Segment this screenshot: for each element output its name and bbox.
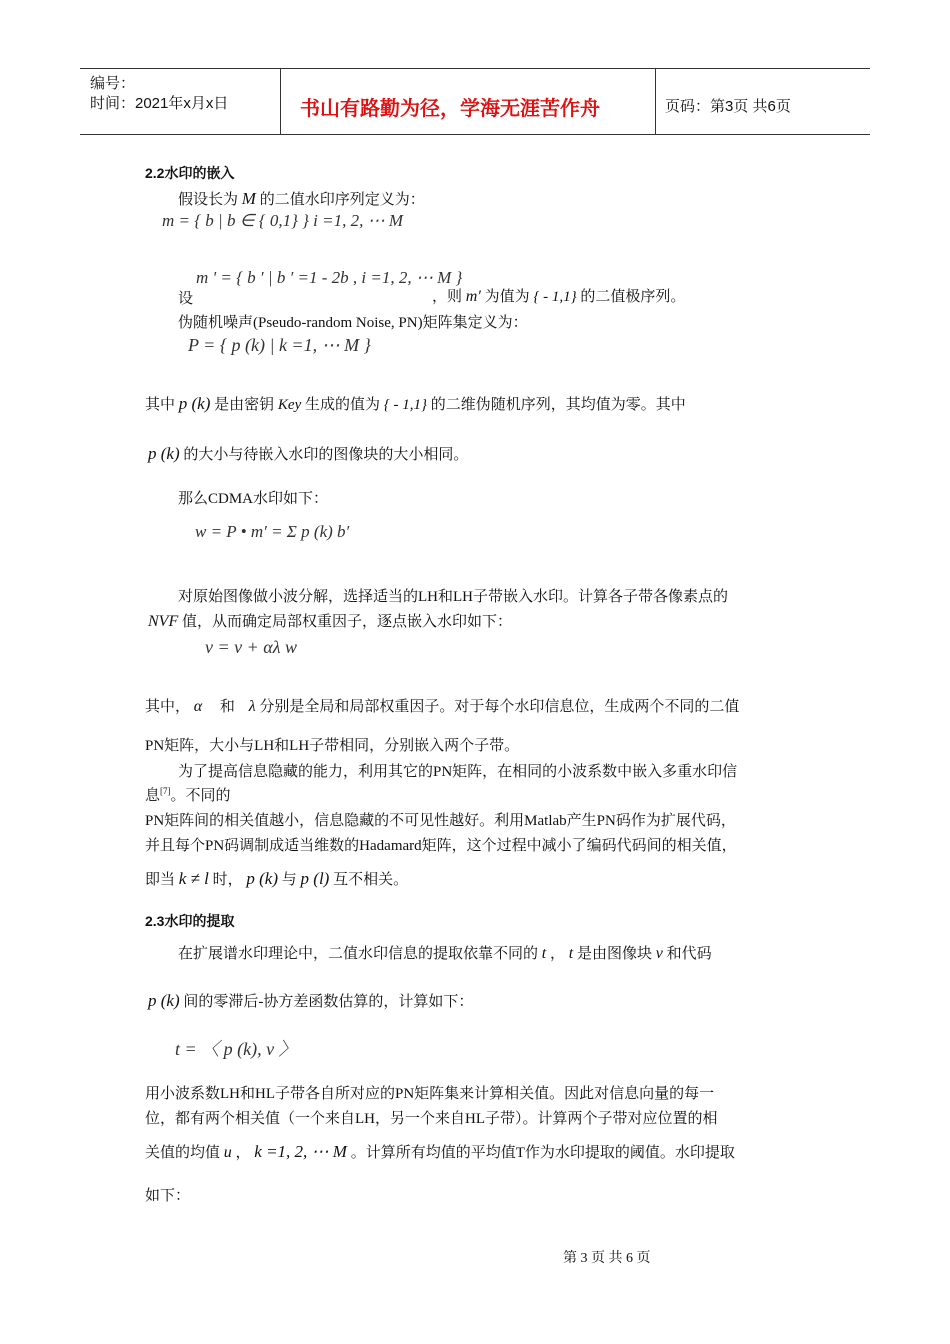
equation-p: P = { p (k) | k =1, ⋯ M }	[188, 335, 371, 355]
citation: [7]	[160, 786, 171, 796]
paragraph-line	[178, 188, 425, 209]
math-var: p (k)	[246, 869, 279, 888]
text: 生成的值为	[304, 397, 380, 413]
paragraph-line	[148, 610, 512, 631]
paragraph-line: PN矩阵间的相关值越小，信息隐藏的不可见性越好。利用Matlab产生PN码作为扩展代码，	[145, 813, 736, 829]
header-page-info: 页码：第3页 共6页	[665, 98, 791, 115]
math-lambda: λ	[248, 698, 256, 715]
text: 互不相关。	[333, 872, 409, 888]
equation-t: t = 〈 p (k), v 〉	[175, 1039, 297, 1059]
equation-v: v = v + αλ w	[205, 637, 298, 657]
text: 关值的均值	[145, 1145, 221, 1161]
header-divider-right	[655, 68, 656, 134]
text: ，	[549, 946, 565, 962]
text: 与	[281, 872, 297, 888]
text: 。不同的	[170, 788, 231, 804]
math-set: { - 1,1}	[383, 397, 427, 413]
text: 时，	[212, 872, 243, 888]
paragraph-line	[145, 393, 686, 414]
text: ，	[235, 1145, 251, 1161]
text: 为值为	[484, 289, 530, 305]
header-code-label: 编号：	[90, 75, 136, 92]
text: 的二维伪随机序列，其均值为零。其中	[430, 397, 686, 413]
paragraph-line: 为了提高信息隐藏的能力，利用其它的PN矩阵，在相同的小波系数中嵌入多重水印信	[178, 764, 738, 780]
math-var: t	[568, 945, 574, 962]
equation-m: m = { b | b ∈ { 0,1} } i =1, 2, ⋯ M	[162, 211, 404, 230]
paragraph-line	[178, 942, 712, 963]
math-cond: k ≠ l	[178, 869, 209, 888]
header-top-rule	[80, 68, 870, 69]
section-heading: 2.2水印的嵌入	[145, 165, 235, 181]
math-var: m′	[465, 288, 481, 305]
math-var: p (l)	[300, 869, 330, 888]
paragraph-line	[148, 990, 473, 1011]
text: 假设长为	[178, 192, 239, 208]
paragraph-line: 那么CDMA水印如下：	[178, 491, 329, 507]
math-var: p (k)	[178, 394, 211, 413]
page-footer: 第 3 页 共 6 页	[563, 1251, 651, 1266]
text: ，则	[432, 289, 463, 305]
paragraph-line	[148, 443, 468, 464]
header-bottom-rule	[80, 134, 870, 135]
equation-m-prime: m ' = { b ′ | b ′ =1 - 2b , i =1, 2, ⋯ M }	[196, 268, 463, 287]
text: 在扩展谱水印理论中，二值水印信息的提取依靠不同的	[178, 946, 539, 962]
paragraph-line: 用小波系数LH和HL子带各自所对应的PN矩阵集来计算相关值。因此对信息向量的每一	[145, 1086, 715, 1102]
text: 。计算所有均值的平均值T作为水印提取的阈值。水印提取	[350, 1145, 735, 1161]
text: 的大小与待嵌入水印的图像块的大小相同。	[183, 447, 469, 463]
header-motto: 书山有路勤为径，学海无涯苦作舟	[300, 98, 600, 120]
paragraph-line	[145, 1141, 735, 1162]
math-var: p (k)	[148, 444, 180, 463]
text: 值，从而确定局部权重因子，逐点嵌入水印如下：	[181, 614, 512, 630]
header-divider-left	[280, 68, 281, 134]
math-var-mu: u	[223, 1144, 232, 1161]
paragraph-line	[145, 695, 739, 716]
math-var: p (k)	[148, 991, 180, 1010]
math-var-key: Key	[277, 397, 302, 413]
section-heading: 2.3水印的提取	[145, 913, 235, 929]
header-time-label: 时间：2021年x月x日	[90, 95, 229, 112]
paragraph-line	[145, 784, 231, 805]
text: 即当	[145, 872, 176, 888]
math-var: t	[541, 945, 547, 962]
math-alpha: α	[193, 698, 203, 715]
text: 的二值极序列。	[580, 289, 686, 305]
paragraph-line	[145, 868, 408, 889]
text: 是由密钥	[214, 397, 275, 413]
paragraph-line: 如下：	[145, 1188, 191, 1204]
paragraph-line: PN矩阵，大小与LH和LH子带相同，分别嵌入两个子带。	[145, 738, 520, 754]
math-range: k =1, 2, ⋯ M	[254, 1142, 347, 1161]
text: 其中	[145, 397, 176, 413]
paragraph-line	[432, 285, 685, 306]
set-word: 设	[178, 291, 194, 307]
text: 的二值水印序列定义为：	[259, 192, 425, 208]
text: 息	[145, 788, 161, 804]
text: 是由图像块	[576, 946, 652, 962]
text: 分别是全局和局部权重因子。对于每个水印信息位，生成两个不同的二值	[259, 699, 740, 715]
text: 和代码	[666, 946, 712, 962]
text: 间的零滞后-协方差函数估算的，计算如下：	[183, 994, 474, 1010]
paragraph-line: 对原始图像做小波分解，选择适当的LH和LH子带嵌入水印。计算各子带各像素点的	[178, 589, 728, 605]
math-var-nvf: NVF	[148, 613, 179, 630]
text: 其中，	[145, 699, 191, 715]
paragraph-line: 伪随机噪声(Pseudo-random Noise, PN)矩阵集定义为：	[178, 315, 528, 331]
paragraph-line: 位，都有两个相关值（一个来自LH，另一个来自HL子带）。计算两个子带对应位置的相	[145, 1111, 718, 1127]
equation-w: w = P • m′ = Σ p (k) b′	[195, 522, 350, 541]
math-var: v	[655, 945, 663, 962]
text: 和	[219, 699, 235, 715]
math-var-M: M	[241, 189, 256, 208]
math-set: { - 1,1}	[533, 289, 577, 305]
paragraph-line: 并且每个PN码调制成适当维数的Hadamard矩阵，这个过程中减小了编码代码间的相关值，	[145, 838, 737, 854]
